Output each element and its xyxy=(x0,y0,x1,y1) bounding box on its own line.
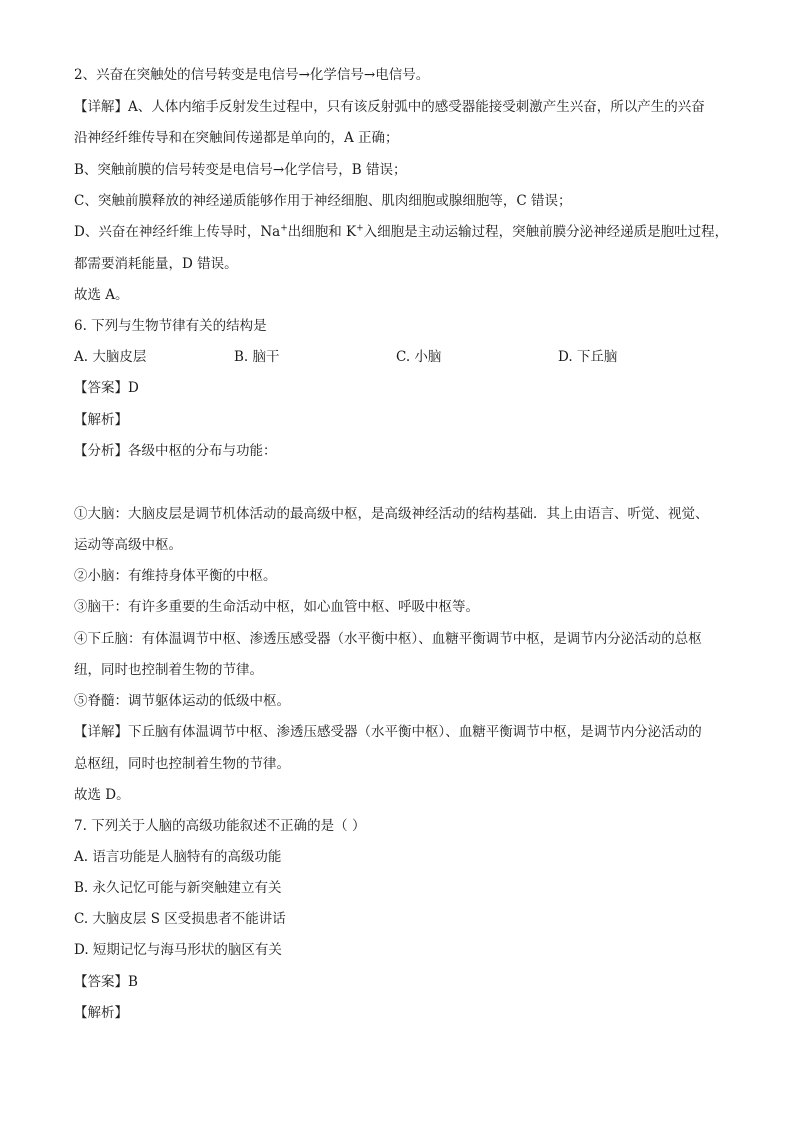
text-line: ③脑干：有许多重要的生命活动中枢，如心血管中枢、呼吸中枢等。 xyxy=(74,599,479,615)
text-line: 运动等高级中枢。 xyxy=(74,537,182,553)
text-line-d: D、兴奋在神经纤维上传导时，Na+出细胞和 K+入细胞是主动运输过程，突触前膜分泌神经递质是胞吐过程， xyxy=(74,223,729,240)
option-d: D. 短期记忆与海马形状的脑区有关 xyxy=(74,942,282,958)
option-a: A. 大脑皮层 xyxy=(74,349,147,365)
option-a: A. 语言功能是人脑特有的高级功能 xyxy=(74,849,282,865)
question-6-options xyxy=(74,347,734,367)
text-line: 故选 A。 xyxy=(74,287,129,303)
text-line: 【详解】A、人体内缩手反射发生过程中，只有该反射弧中的感受器能接受刺激产生兴奋，所以产生的兴奋 xyxy=(74,99,705,115)
text-line: ②小脑：有维持身体平衡的中枢。 xyxy=(74,568,277,584)
text-line: 沿神经纤维传导和在突触间传递都是单向的，A 正确； xyxy=(74,130,399,146)
text-line: 故选 D。 xyxy=(74,787,130,803)
text-line: ④下丘脑：有体温调节中枢、渗透压感受器（水平衡中枢）、血糖平衡调节中枢，是调节内分泌活动的总枢 xyxy=(74,631,702,647)
text-line: B、突触前膜的信号转变是电信号→化学信号，B 错误； xyxy=(74,162,407,178)
text-line: 2、兴奋在突触处的信号转变是电信号→化学信号→电信号。 xyxy=(74,67,430,83)
text-line: 都需要消耗能量，D 错误。 xyxy=(74,256,238,272)
text-line: C、突触前膜释放的神经递质能够作用于神经细胞、肌肉细胞或腺细胞等，C 错误； xyxy=(74,193,572,209)
analysis-label: 【解析】 xyxy=(74,412,128,428)
option-b: B. 永久记忆可能与新突触建立有关 xyxy=(74,880,282,896)
answer-label: 【答案】B xyxy=(74,974,138,990)
question-6-stem: 6. 下列与生物节律有关的结构是 xyxy=(74,318,267,334)
text-line: 【分析】各级中枢的分布与功能： xyxy=(74,443,277,459)
analysis-label: 【解析】 xyxy=(74,1005,128,1021)
answer-label: 【答案】D xyxy=(74,380,139,396)
option-c: C. 小脑 xyxy=(396,349,442,365)
option-b: B. 脑干 xyxy=(234,349,280,365)
text-line: 【详解】下丘脑有体温调节中枢、渗透压感受器（水平衡中枢）、血糖平衡调节中枢，是调节内分泌活动的 xyxy=(74,724,702,740)
question-7-stem: 7. 下列关于人脑的高级功能叙述不正确的是（ ） xyxy=(74,818,366,834)
text-line: 总枢纽，同时也控制着生物的节律。 xyxy=(74,756,290,772)
text-line: ⑤脊髓：调节躯体运动的低级中枢。 xyxy=(74,693,290,709)
text-line: 纽，同时也控制着生物的节律。 xyxy=(74,662,263,678)
option-d: D. 下丘脑 xyxy=(558,349,618,365)
option-c: C. 大脑皮层 S 区受损患者不能讲话 xyxy=(74,911,286,927)
text-line: ①大脑：大脑皮层是调节机体活动的最高级中枢，是高级神经活动的结构基础．其上由语言、听觉、视觉、 xyxy=(74,506,709,522)
